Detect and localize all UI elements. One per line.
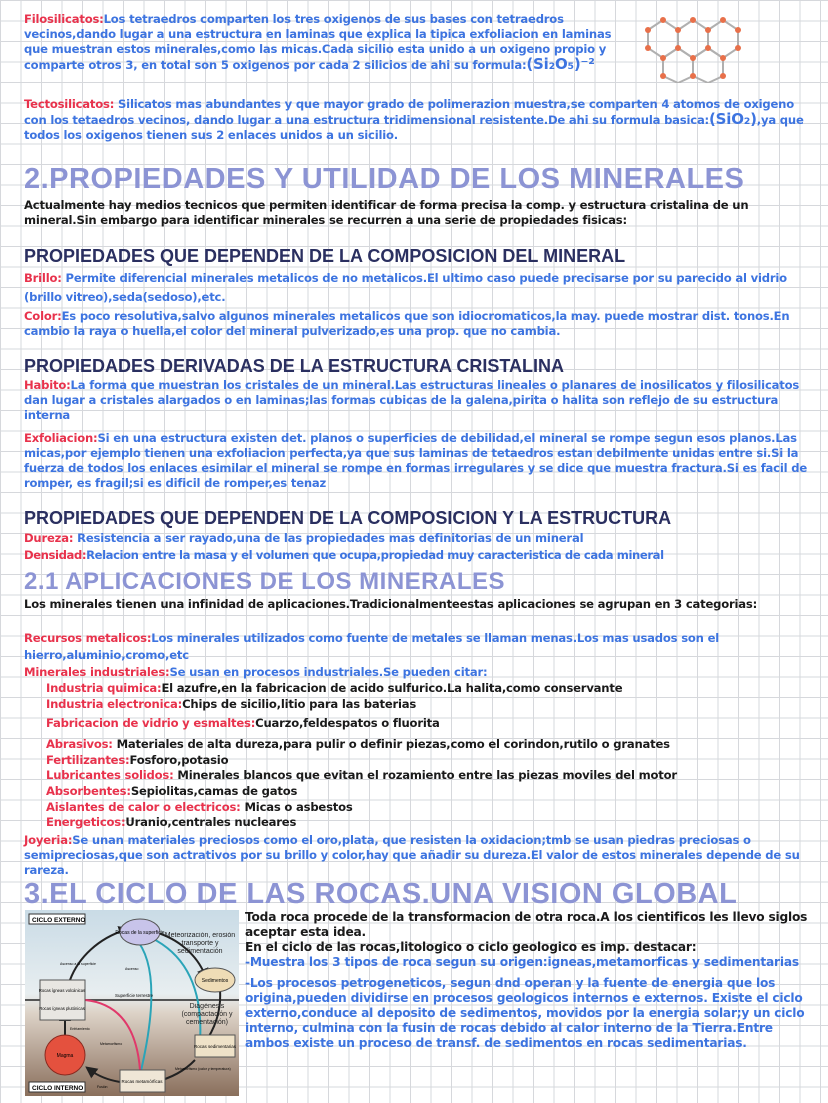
definition-text: Los minerales utilizados como fuente de metales se llaman menas.Los mas usados son el hierro,aluminio,cromo,etc — [24, 631, 720, 662]
term-label: Tectosilicatos: — [24, 97, 115, 111]
diagram-label: Superficie terrestre — [115, 993, 154, 998]
densidad-paragraph — [24, 548, 824, 563]
definition-text: Permite diferencial minerales metalicos de no metalicos.El ultimo caso puede precisarse por su parecido al vidrio (brillo vitreo),seda(sedoso),etc. — [24, 271, 787, 304]
recursos-paragraph — [24, 630, 804, 664]
industry-item — [46, 753, 228, 768]
bullet: -Los procesos petrogeneticos, segun dnd operan y la fuente de energia que los origina,pueden dividirse en procesos geologicos internos e externos. Existe el ciclo externo,conduce al deposito de sedimentos, movidos por la energia solar;y un ciclo interno, culmina con la fusin de rocas debido al calor interno de la Tierra.Entre ambos existe un proceso de transf. de sedimentos en rocas sedimentarias. — [245, 976, 805, 1050]
definition-text: Silicatos mas abundantes y que mayor grado de polimerazion muestra,se comparten 4 atomos de oxigeno con los tetaedros vecinos, dando lugar a una estructura tridimensional resistente.De ahi su formula basica: — [24, 97, 794, 127]
industry-item — [46, 716, 440, 731]
definition-text: Si en una estructura existen det. planos o superficies de debilidad,el mineral se rompe segun esos planos.Las micas,por ejemplo tienen una exfoliacion perfecta,ya que sus laminas de tetaedros estan debilmente unidas entre si.Si la fuerza de todos los enlaces esimilar el mineral se rompe en formas irregulares y se dice que muestra fractura.Si es facil de romper, es fragil;si es dificil de romper,es tenaz — [24, 431, 807, 490]
formula: (Si₂O₅)⁻² — [526, 55, 595, 73]
item-label: Absorbentes: — [46, 784, 131, 798]
definition-text: Es poco resolutiva,salvo algunos minerales metalicos que son idiocromaticos,la may. puede mostrar dist. tonos.En cambio la raya o huella,el color del mineral pulverizado,es una prop. que no cambia. — [24, 309, 790, 338]
diagram-label: Meteorización, erosión transporte y sedimentación — [164, 932, 236, 955]
diagram-label: Fusión — [97, 1085, 108, 1089]
industry-item — [46, 815, 296, 830]
silicate-sheet-structure-icon — [628, 8, 763, 83]
diagram-label: Diagénesis (compactación y cementación) — [181, 1003, 233, 1026]
diagram-label: Rocas de la superficie — [115, 930, 165, 936]
brillo-paragraph — [24, 269, 804, 307]
filosilicatos-paragraph — [24, 12, 616, 73]
formula: (SiO₂) — [709, 110, 757, 128]
subheading-structure: PROPIEDADES DERIVADAS DE LA ESTRUCTURA CRISTALINA — [24, 356, 565, 376]
diagram-label: Rocas ígneas volcánicas — [38, 988, 86, 993]
diagram-label: Magma — [56, 1053, 74, 1059]
section-2-heading: 2.PROPIEDADES Y UTILIDAD DE LOS MINERALES — [24, 163, 745, 195]
diagram-label: Rocas ígneas plutónicas — [39, 1006, 85, 1011]
paragraph: Toda roca procede de la transformacion de otra roca.A los cientificos les llevo siglos aceptar esta idea. — [245, 910, 808, 939]
definition-text: Se unan materiales preciosos como el oro,plata, que resisten la oxidacion;tmb se usan piedras preciosas o semipreciosas,que son actrativos por su brillo y color,hay que añadir su dureza.El valor de estos minerales depende de su rareza. — [24, 833, 800, 877]
term-label: Dureza: — [24, 531, 74, 545]
item-label: Industria electronica: — [46, 697, 183, 711]
item-label: Abrasivos: — [46, 737, 113, 751]
definition-text: Se usan en procesos industriales.Se pueden citar: — [169, 665, 488, 679]
diagram-label: Metamorfismo (calor y temperatura) — [175, 1067, 231, 1071]
industry-item — [46, 784, 297, 799]
item-text: Sepiolitas,camas de gatos — [130, 784, 298, 798]
item-text: Uranio,centrales nucleares — [125, 815, 297, 829]
item-label: Aislantes de calor o electricos: — [46, 800, 241, 814]
term-label: Minerales industriales: — [24, 665, 170, 679]
bullet: -Muestra los 3 tipos de roca segun su origen:igneas,metamorficas y sedimentarias — [245, 955, 799, 969]
item-label: Energeticos: — [46, 815, 126, 829]
habito-paragraph — [24, 378, 804, 423]
term-label: Exfoliacion: — [24, 431, 98, 445]
diagram-label: CICLO INTERNO — [32, 1085, 84, 1092]
term-label: Joyeria: — [24, 833, 73, 847]
paragraph: En el ciclo de las rocas,litologico o ciclo geologico es imp. destacar: — [245, 940, 697, 954]
definition-text: La forma que muestran los cristales de un mineral.Las estructuras lineales o planares de inosilicatos y filosilicatos dan lugar a cristales alargados o en laminas;las formas cubicas de la galena,pirita o halita son reflejo de su estructura interna — [24, 378, 800, 422]
section-3-heading: 3.EL CICLO DE LAS ROCAS.UNA VISION GLOBAL — [24, 878, 738, 910]
item-text: Minerales blancos que evitan el rozamiento entre las piezas moviles del motor — [173, 768, 677, 782]
section-2-1-intro: Los minerales tienen una infinidad de aplicaciones.Tradicionalmenteestas aplicaciones se agrupan en 3 categorias: — [24, 597, 758, 611]
color-paragraph — [24, 309, 804, 339]
diagram-label: Rocas metamórficas — [121, 1079, 163, 1084]
rock-cycle-diagram — [25, 910, 239, 1096]
term-label: Color: — [24, 309, 62, 323]
industry-item — [46, 800, 353, 815]
definition-text: ,ya que todos los oxigenos tienen sus 2 enlaces unidos a un sicilio. — [24, 113, 804, 142]
diagram-label: Rocas sedimentarias — [193, 1044, 237, 1049]
industry-item — [46, 697, 416, 712]
industry-item — [46, 768, 677, 783]
subheading-composition: PROPIEDADES QUE DEPENDEN DE LA COMPOSICION DEL MINERAL — [24, 246, 626, 266]
item-text: Chips de sicilio,litio para las baterias — [182, 697, 417, 711]
term-label: Habito: — [24, 378, 71, 392]
section-2-intro: Actualmente hay medios tecnicos que permiten identificar de forma precisa la comp. y estructura cristalina de un mineral.Sin embargo para identificar minerales se recurren a una serie de propiedades fisicas: — [24, 198, 749, 227]
exfoliacion-paragraph — [24, 431, 814, 491]
diagram-label: Enfriamiento — [70, 1027, 90, 1031]
diagram-label: Ascenso — [125, 967, 139, 971]
term-label: Filosilicatos: — [24, 12, 104, 26]
item-label: Industria quimica: — [46, 681, 162, 695]
item-label: Fabricacion de vidrio y esmaltes: — [46, 716, 256, 730]
item-text: Fosforo,potasio — [129, 753, 229, 767]
industry-item — [46, 737, 670, 752]
tectosilicatos-paragraph — [24, 97, 814, 143]
diagram-label: Sedimentos — [201, 978, 229, 984]
industry-item — [46, 681, 622, 696]
section-2-1-heading: 2.1 APLICACIONES DE LOS MINERALES — [24, 568, 506, 595]
item-text: Materiales de alta dureza,para pulir o definir piezas,como el corindon,rutilo o granates — [112, 737, 670, 751]
item-label: Lubricantes solidos: — [46, 768, 174, 782]
definition-text: Los tetraedros comparten los tres oxigenos de sus bases con tetraedros vecinos,dando lugar a una estructura en laminas que explica la tipica exfoliacion en laminas que muestran estos minerales,como las micas.Cada sicilio esta unido a un oxigeno propio y comparte otros 3, en total son 5 oxigenos por cada 2 silicios de ahi su formula: — [24, 12, 612, 72]
term-label: Densidad: — [24, 548, 87, 562]
dureza-paragraph — [24, 531, 814, 546]
diagram-label: CICLO EXTERNO — [32, 917, 86, 924]
definition-text: Relacion entre la masa y el volumen que ocupa,propiedad muy caracteristica de cada mineral — [86, 548, 664, 562]
diagram-label: Ascenso a la superficie — [60, 962, 96, 966]
subheading-composition-structure: PROPIEDADES QUE DEPENDEN DE LA COMPOSICION Y LA ESTRUCTURA — [24, 508, 672, 528]
item-label: Fertilizantes: — [46, 753, 130, 767]
item-text: El azufre,en la fabricacion de acido sulfurico.La halita,como conservante — [161, 681, 623, 695]
joyeria-paragraph — [24, 833, 814, 878]
term-label: Recursos metalicos: — [24, 631, 152, 645]
definition-text: Resistencia a ser rayado,una de las propiedades mas definitorias de un mineral — [73, 531, 584, 545]
term-label: Brillo: — [24, 271, 62, 285]
diagram-label: Metamorfismo — [100, 1042, 123, 1046]
item-text: Micas o asbestos — [240, 800, 353, 814]
rock-cycle-text — [245, 910, 820, 1051]
item-text: Cuarzo,feldespatos o fluorita — [255, 716, 440, 730]
industriales-paragraph — [24, 665, 804, 680]
